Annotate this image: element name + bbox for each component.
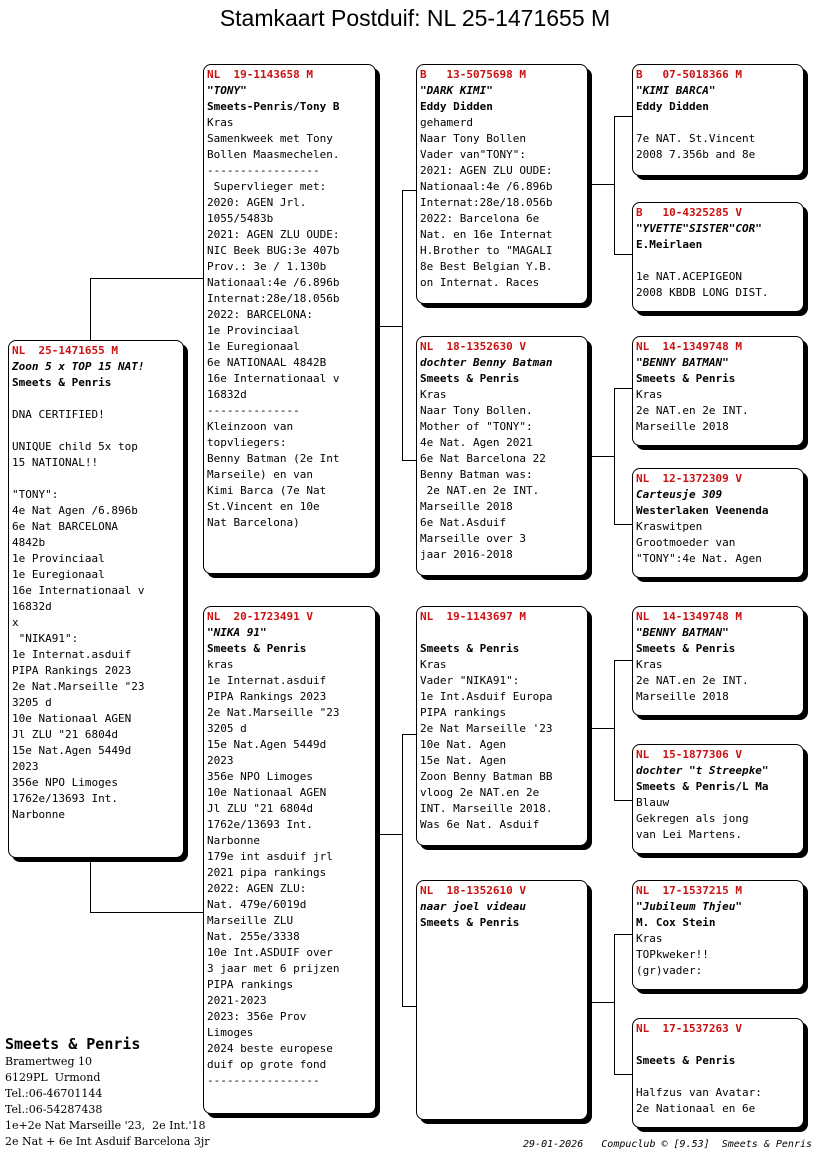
pedigree-line: topvliegers: <box>207 436 287 449</box>
pigeon-card-sire-dam[interactable] <box>416 336 588 576</box>
pigeon-name: Carteusje 309 <box>636 488 723 501</box>
breeder-name: Eddy Didden <box>636 100 709 113</box>
pedigree-line <box>12 423 180 439</box>
footer-credits: 29-01-2026 Compuclub © [9.53] Smeets & Penris <box>523 1139 812 1150</box>
ring-number: NL 17-1537263 V <box>636 1022 742 1035</box>
connector-line <box>614 116 632 117</box>
pedigree-line: Marseile) en van <box>207 468 313 481</box>
pedigree-line: 2008 7.356b and 8e <box>636 148 756 161</box>
breeder-name: Smeets & Penris <box>420 372 520 385</box>
connector-line <box>402 734 416 735</box>
breeder-name: Smeets-Penris/Tony B <box>207 100 340 113</box>
pedigree-line: x <box>12 616 19 629</box>
pedigree-line: 15e Nat. Agen <box>420 754 507 767</box>
pedigree-line: UNIQUE child 5x top <box>12 440 138 453</box>
pigeon-name: dochter Benny Batman <box>420 356 553 369</box>
breeder-name: Smeets & Penris <box>207 642 307 655</box>
breeder-name: M. Cox Stein <box>636 916 716 929</box>
pigeon-name: "BENNY BATMAN" <box>636 626 729 639</box>
pedigree-line: vloog 2e NAT.en 2e <box>420 786 540 799</box>
pedigree-line: 1e Euregionaal <box>12 568 105 581</box>
pedigree-line: van Lei Martens. <box>636 828 742 841</box>
pedigree-line <box>636 1069 800 1085</box>
owner-block <box>5 1034 285 1150</box>
pedigree-line: Naar Tony Bollen. <box>420 404 533 417</box>
pedigree-line: 6e Nat BARCELONA <box>12 520 118 533</box>
pedigree-line: Kimi Barca (7e Nat <box>207 484 327 497</box>
pedigree-line: Marseille 2018 <box>420 500 513 513</box>
pedigree-line: 15 NATIONAL!! <box>12 456 99 469</box>
ring-number: B 13-5075698 M <box>420 68 526 81</box>
pedigree-line: Nat. 479e/6019d <box>207 898 307 911</box>
breeder-name: Smeets & Penris/L Ma <box>636 780 769 793</box>
breeder-name: Eddy Didden <box>420 100 493 113</box>
pedigree-line: Kras <box>636 388 663 401</box>
pedigree-line: Internat:28e/18.056b <box>420 196 553 209</box>
pigeon-card-dss[interactable] <box>632 606 804 716</box>
pigeon-card-sire[interactable] <box>203 64 376 574</box>
pedigree-line: 1e NAT.ACEPIGEON <box>636 270 742 283</box>
pedigree-line: Kras <box>420 658 447 671</box>
pedigree-line: Nat Barcelona) <box>207 516 300 529</box>
pigeon-card-dsd[interactable] <box>632 744 804 854</box>
pedigree-line: Nat. 255e/3338 <box>207 930 300 943</box>
pedigree-line: Kras <box>207 116 234 129</box>
pedigree-line: 2e Nat.Marseille "23 <box>12 680 145 693</box>
pedigree-line: 179e int asduif jrl <box>207 850 333 863</box>
connector-line <box>402 734 403 1006</box>
pedigree-line: 2e NAT.en 2e INT. <box>420 484 540 497</box>
pedigree-line: INT. Marseille 2018. <box>420 802 553 815</box>
pedigree-line: 2023 <box>207 754 234 767</box>
pedigree-line: 2023 <box>12 760 39 773</box>
pedigree-line: ----------------- <box>207 1074 320 1087</box>
owner-address-line: 6129PL Urmond <box>5 1071 101 1084</box>
page-title: Stamkaart Postduif: NL 25-1471655 M <box>219 5 611 31</box>
pedigree-line: duif op grote fond <box>207 1058 327 1071</box>
pedigree-line: Gekregen als jong <box>636 812 749 825</box>
connector-line <box>402 190 403 460</box>
pigeon-card-sire-sire[interactable] <box>416 64 588 304</box>
pedigree-line: 1e Provinciaal <box>12 552 105 565</box>
pedigree-line: -------------- <box>207 404 300 417</box>
pedigree-line: 7e NAT. St.Vincent <box>636 132 756 145</box>
pedigree-line: Marseille 2018 <box>636 420 729 433</box>
pedigree-line: 16832d <box>12 600 52 613</box>
pedigree-line: 4842b <box>12 536 46 549</box>
connector-line <box>90 912 204 913</box>
pedigree-line: Kras <box>636 658 663 671</box>
pedigree-line: 10e Nationaal AGEN <box>12 712 132 725</box>
breeder-name: Smeets & Penris <box>636 372 736 385</box>
pedigree-line: 10e Nat. Agen <box>420 738 507 751</box>
pedigree-line: on Internat. Races <box>420 276 540 289</box>
pedigree-line <box>12 471 180 487</box>
pedigree-line: Halfzus van Avatar: <box>636 1086 762 1099</box>
pedigree-line: "NIKA91": <box>12 632 79 645</box>
pedigree-line: 15e Nat.Agen 5449d <box>12 744 132 757</box>
pigeon-card-dam-sire[interactable] <box>416 606 588 846</box>
pedigree-line: 2020: AGEN Jrl. <box>207 196 307 209</box>
pedigree-line: 3 jaar met 6 prijzen <box>207 962 340 975</box>
pedigree-line: Bollen Maasmechelen. <box>207 148 340 161</box>
pedigree-line: Narbonne <box>12 808 65 821</box>
ring-number: NL 25-1471655 M <box>12 344 118 357</box>
owner-phone: Tel.:06-46701144 <box>5 1087 103 1100</box>
pedigree-line: Blauw <box>636 796 670 809</box>
pedigree-line: 2e Nationaal en 6e <box>636 1102 756 1115</box>
pigeon-name <box>636 1037 800 1053</box>
connector-line <box>90 278 91 340</box>
ring-number: NL 18-1352630 V <box>420 340 526 353</box>
pedigree-line <box>12 391 180 407</box>
pedigree-line: 16e Internationaal v <box>207 372 340 385</box>
pedigree-line: Marseille ZLU <box>207 914 294 927</box>
pedigree-line: Jl ZLU "21 6804d <box>12 728 118 741</box>
owner-address-line: Bramertweg 10 <box>5 1055 92 1068</box>
pedigree-line: Prov.: 3e / 1.130b <box>207 260 327 273</box>
ring-number: NL 19-1143697 M <box>420 610 526 623</box>
pedigree-line: 2e NAT.en 2e INT. <box>636 404 749 417</box>
connector-line <box>614 934 632 935</box>
pedigree-line: NIC Beek BUG:3e 407b <box>207 244 340 257</box>
breeder-name: Westerlaken Veenenda <box>636 504 769 517</box>
pedigree-line: Benny Batman (2e Int <box>207 452 340 465</box>
pedigree-line: 10e Nationaal AGEN <box>207 786 327 799</box>
pedigree-line: 2e Nat Marseille '23 <box>420 722 553 735</box>
pedigree-line: Naar Tony Bollen <box>420 132 526 145</box>
pedigree-line: Jl ZLU "21 6804d <box>207 802 313 815</box>
pigeon-name: "TONY" <box>207 84 247 97</box>
pedigree-line: Internat:28e/18.056b <box>207 292 340 305</box>
pedigree-line: 2e Nat.Marseille "23 <box>207 706 340 719</box>
breeder-name: Smeets & Penris <box>636 1054 736 1067</box>
connector-line <box>614 660 632 661</box>
pedigree-line: (gr)vader: <box>636 964 703 977</box>
pedigree-line: 2008 KBDB LONG DIST. <box>636 286 769 299</box>
pigeon-card-ssd[interactable] <box>632 202 804 312</box>
pigeon-name: "BENNY BATMAN" <box>636 356 729 369</box>
pedigree-line: Benny Batman was: <box>420 468 533 481</box>
breeder-name: Smeets & Penris <box>420 642 520 655</box>
pedigree-line: Narbonne <box>207 834 260 847</box>
connector-line <box>591 456 615 457</box>
pedigree-line: Marseille 2018 <box>636 690 729 703</box>
pedigree-line: Kras <box>420 388 447 401</box>
pedigree-line: 2021: AGEN ZLU OUDE: <box>207 228 340 241</box>
ring-number: NL 12-1372309 V <box>636 472 742 485</box>
ring-number: NL 14-1349748 M <box>636 340 742 353</box>
connector-line <box>614 660 615 800</box>
pedigree-line: kras <box>207 658 234 671</box>
pedigree-line: 1e Provinciaal <box>207 324 300 337</box>
connector-line <box>402 1006 416 1007</box>
pigeon-card-dds[interactable] <box>632 880 804 990</box>
pigeon-card-sss[interactable] <box>632 64 804 176</box>
pedigree-line: DNA CERTIFIED! <box>12 408 105 421</box>
pigeon-name: "KIMI BARCA" <box>636 84 716 97</box>
pedigree-line <box>636 115 800 131</box>
breeder-name: Smeets & Penris <box>636 642 736 655</box>
pedigree-line: PIPA Rankings 2023 <box>207 690 327 703</box>
pigeon-card-sds[interactable] <box>632 336 804 446</box>
pedigree-line: 356e NPO Limoges <box>207 770 313 783</box>
connector-line <box>614 800 632 801</box>
owner-achievement: 2e Nat + 6e Int Asduif Barcelona 3jr <box>5 1135 210 1148</box>
connector-line <box>591 184 615 185</box>
pedigree-line: 2022: AGEN ZLU: <box>207 882 307 895</box>
pedigree-line: St.Vincent en 10e <box>207 500 320 513</box>
pigeon-card-sdd[interactable] <box>632 468 804 578</box>
pedigree-line: "TONY": <box>12 488 59 501</box>
pedigree-line: 10e Int.ASDUIF over <box>207 946 333 959</box>
breeder-name: Smeets & Penris <box>420 916 520 929</box>
ring-number: NL 14-1349748 M <box>636 610 742 623</box>
pigeon-name: "DARK KIMI" <box>420 84 493 97</box>
ring-number: NL 20-1723491 V <box>207 610 313 623</box>
pedigree-line: Nationaal:4e /6.896b <box>420 180 553 193</box>
connector-line <box>591 1002 615 1003</box>
pedigree-line: 6e Nat.Asduif <box>420 516 507 529</box>
pedigree-line: 15e Nat.Agen 5449d <box>207 738 327 751</box>
connector-line <box>379 834 403 835</box>
connector-line <box>614 254 632 255</box>
pigeon-name: "NIKA 91" <box>207 626 267 639</box>
pedigree-line: 2021: AGEN ZLU OUDE: <box>420 164 553 177</box>
pedigree-line: "TONY":4e Nat. Agen <box>636 552 762 565</box>
connector-line <box>614 934 615 1074</box>
pedigree-line: Marseille over 3 <box>420 532 526 545</box>
pedigree-line: 2023: 356e Prov <box>207 1010 307 1023</box>
owner-phone: Tel.:06-54287438 <box>5 1103 103 1116</box>
pigeon-name <box>420 625 584 641</box>
pigeon-name: "Jubileum Thjeu" <box>636 900 742 913</box>
connector-line <box>591 728 615 729</box>
pedigree-line: TOPkweker!! <box>636 948 709 961</box>
pedigree-line: 356e NPO Limoges <box>12 776 118 789</box>
ring-number: NL 17-1537215 M <box>636 884 742 897</box>
pedigree-line: jaar 2016-2018 <box>420 548 513 561</box>
pedigree-line: 16832d <box>207 388 247 401</box>
pedigree-line: 2022: Barcelona 6e <box>420 212 540 225</box>
pedigree-line: 1762e/13693 Int. <box>207 818 313 831</box>
ring-number: B 07-5018366 M <box>636 68 742 81</box>
pedigree-line: PIPA rankings <box>207 978 294 991</box>
connector-line <box>402 190 416 191</box>
connector-line <box>614 524 632 525</box>
connector-line <box>614 388 632 389</box>
pedigree-line: 2024 beste europese <box>207 1042 333 1055</box>
pedigree-line: Was 6e Nat. Asduif <box>420 818 540 831</box>
owner-achievement: 1e+2e Nat Marseille '23, 2e Int.'18 <box>5 1119 206 1132</box>
pedigree-line: Zoon Benny Batman BB <box>420 770 553 783</box>
pedigree-line: 2021 pipa rankings <box>207 866 327 879</box>
pedigree-line: Vader van"TONY": <box>420 148 526 161</box>
connector-line <box>614 116 615 254</box>
pedigree-line: gehamerd <box>420 116 473 129</box>
connector-line <box>614 388 615 524</box>
pedigree-line: Supervlieger met: <box>207 180 327 193</box>
ring-number: NL 19-1143658 M <box>207 68 313 81</box>
pedigree-line: Kleinzoon van <box>207 420 294 433</box>
pedigree-line: Vader "NIKA91": <box>420 674 520 687</box>
pedigree-line: PIPA Rankings 2023 <box>12 664 132 677</box>
pedigree-line: 8e Best Belgian Y.B. <box>420 260 553 273</box>
pedigree-line: Kraswitpen <box>636 520 703 533</box>
pedigree-line: Kras <box>636 932 663 945</box>
pedigree-line: 1e Int.Asduif Europa <box>420 690 553 703</box>
connector-line <box>379 326 403 327</box>
pedigree-line: 3205 d <box>12 696 52 709</box>
pedigree-line: 2022: BARCELONA: <box>207 308 313 321</box>
pedigree-line: 2e NAT.en 2e INT. <box>636 674 749 687</box>
pigeon-name: naar joel videau <box>420 900 526 913</box>
ring-number: NL 18-1352610 V <box>420 884 526 897</box>
owner-name: Smeets & Penris <box>5 1035 141 1053</box>
connector-line <box>614 1074 632 1075</box>
pedigree-line: 1762e/13693 Int. <box>12 792 118 805</box>
connector-line <box>402 460 416 461</box>
pigeon-card-dam-dam[interactable] <box>416 880 588 1120</box>
pedigree-line: 1055/5483b <box>207 212 274 225</box>
pedigree-line: 1e Internat.asduif <box>207 674 327 687</box>
pedigree-line: 1e Euregionaal <box>207 340 300 353</box>
pigeon-name: "YVETTE"SISTER"COR" <box>636 222 762 235</box>
pedigree-line: 6e Nat Barcelona 22 <box>420 452 546 465</box>
pedigree-line: 2021-2023 <box>207 994 267 1007</box>
breeder-name: E.Meirlaen <box>636 238 703 251</box>
breeder-name: Smeets & Penris <box>12 376 112 389</box>
pedigree-line: 1e Internat.asduif <box>12 648 132 661</box>
pedigree-line: Limoges <box>207 1026 254 1039</box>
ring-number: B 10-4325285 V <box>636 206 742 219</box>
pigeon-name: Zoon 5 x TOP 15 NAT! <box>12 360 145 373</box>
pedigree-line: Nationaal:4e /6.896b <box>207 276 340 289</box>
pedigree-line: Samenkweek met Tony <box>207 132 333 145</box>
pedigree-line: Nat. en 16e Internat <box>420 228 553 241</box>
pedigree-line: 16e Internationaal v <box>12 584 145 597</box>
pedigree-line: H.Brother to "MAGALI <box>420 244 553 257</box>
pedigree-line: PIPA rankings <box>420 706 507 719</box>
pedigree-line: ----------------- <box>207 164 320 177</box>
pedigree-line: Grootmoeder van <box>636 536 736 549</box>
connector-line <box>90 278 204 279</box>
connector-line <box>90 858 91 912</box>
pigeon-name: dochter "t Streepke" <box>636 764 769 777</box>
pedigree-line: 4e Nat Agen /6.896b <box>12 504 138 517</box>
ring-number: NL 15-1877306 V <box>636 748 742 761</box>
pedigree-line: 3205 d <box>207 722 247 735</box>
pedigree-line: 4e Nat. Agen 2021 <box>420 436 533 449</box>
pedigree-line: Mother of "TONY": <box>420 420 533 433</box>
pedigree-line <box>636 253 800 269</box>
pigeon-card-subject[interactable] <box>8 340 184 858</box>
pigeon-card-ddd[interactable] <box>632 1018 804 1128</box>
pedigree-line: 6e NATIONAAL 4842B <box>207 356 327 369</box>
